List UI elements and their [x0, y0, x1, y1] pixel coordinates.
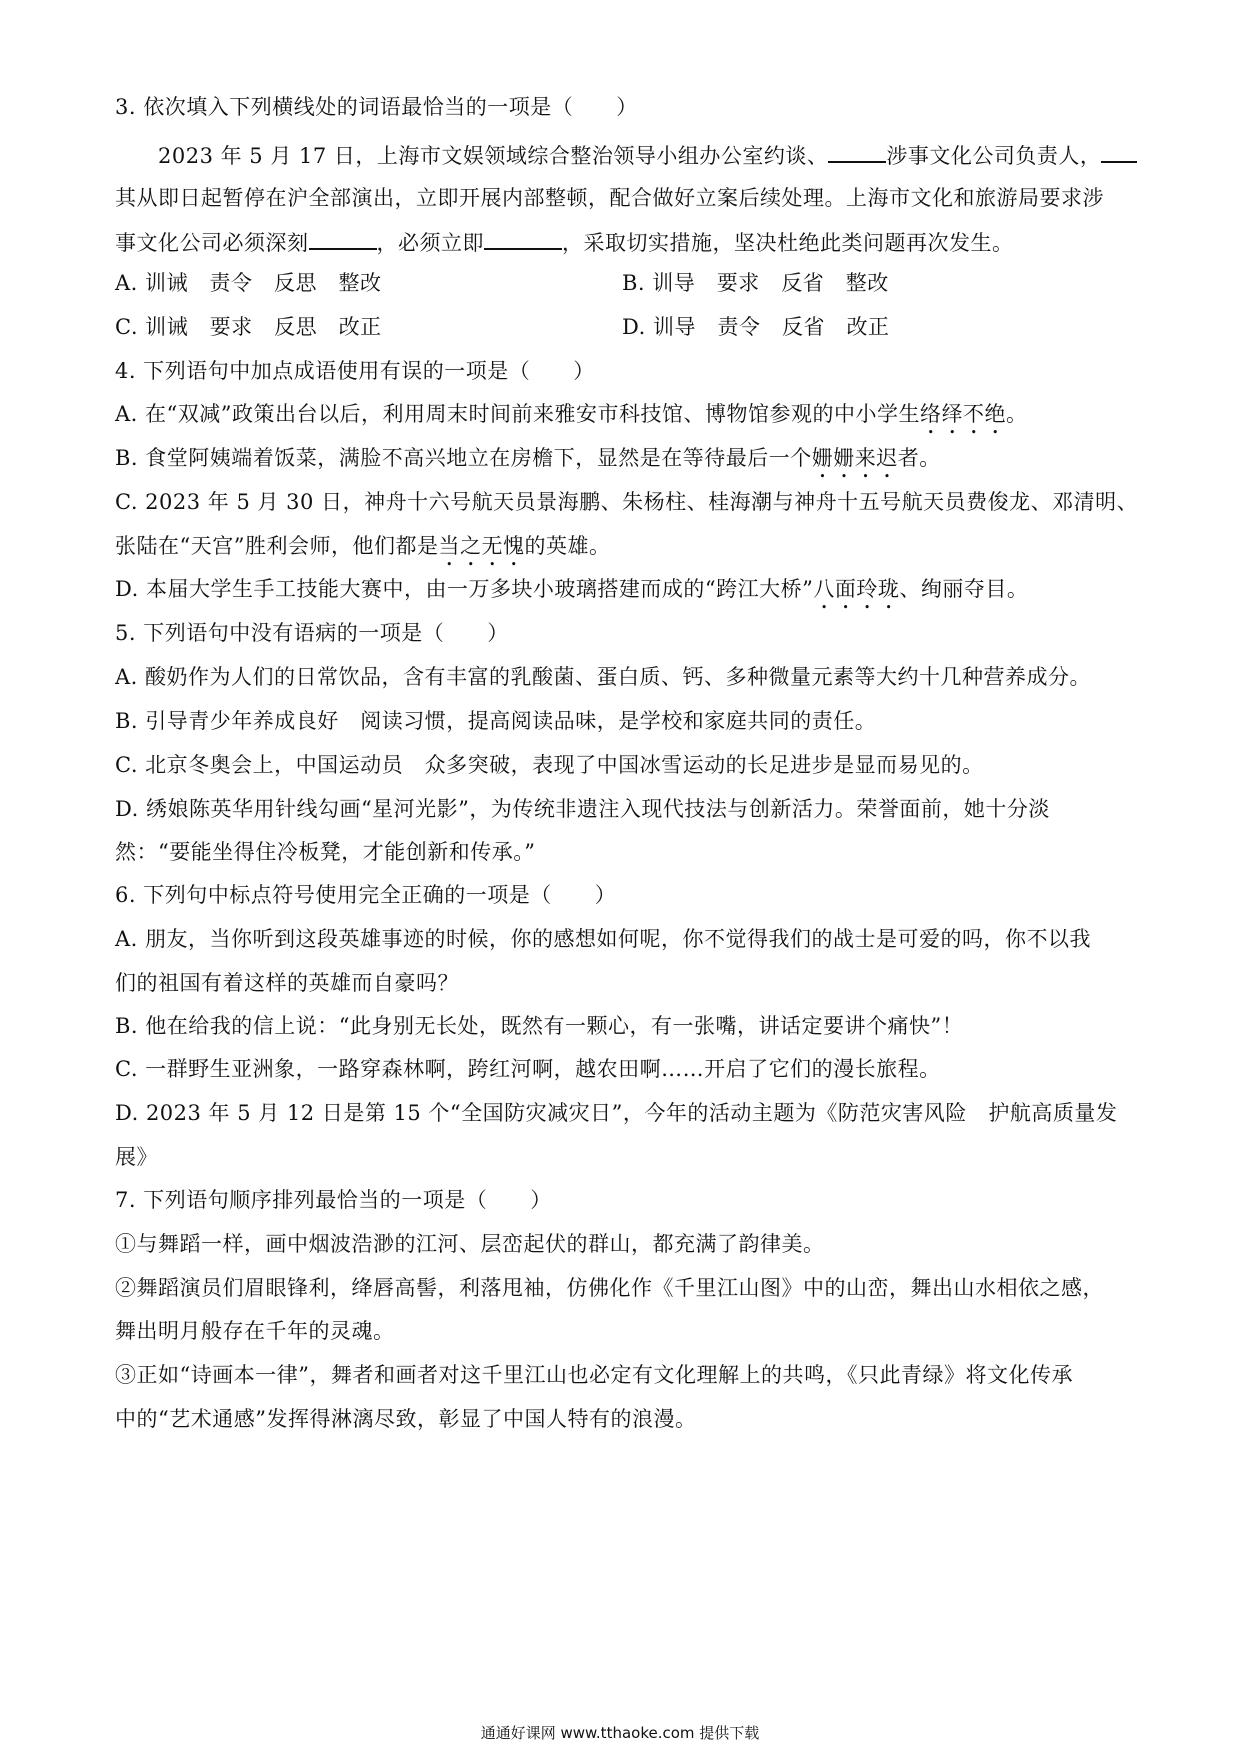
q3-passage-line-1 [158, 139, 1168, 171]
q6-option-d-line-1: D. 2023 年 5 月 12 日是第 15 个“全国防灾减灾日”，今年的活动主题为《防范灾害风险 护航高质量发 [115, 1101, 1118, 1125]
q6-option-c: C. 一群野生亚洲象，一路穿森林啊，跨红河啊，越农田啊……开启了它们的漫长旅程。 [115, 1057, 941, 1081]
q3-text-3c: ，采取切实措施，坚决杜绝此类问题再次发生。 [562, 231, 1014, 255]
q3-passage-line-3 [115, 226, 1125, 258]
q6-stem: 6. 下列句中标点符号使用完全正确的一项是（ ） [115, 883, 617, 907]
q7-sentence-3-line-1: ③正如“诗画本一律”，舞者和画者对这千里江山也必定有文化理解上的共鸣，《只此青绿》将文化传承 [115, 1363, 1073, 1387]
q3-option-c: C. 训诫 要求 反思 改正 [115, 315, 382, 339]
q4-d-text: D. 本届大学生手工技能大赛中，由一万多块小玻璃搭建而成的“跨江大桥” [115, 577, 814, 601]
q3-stem: 3. 依次填入下列横线处的词语最恰当的一项是（ ） [115, 95, 638, 119]
q7-sentence-2-line-1: ②舞蹈演员们眉眼锋利，绛唇高髻，利落甩袖，仿佛化作《千里江山图》中的山峦，舞出山水相依之感， [115, 1276, 1104, 1300]
q4-c-text: 张陆在“天宫”胜利会师，他们都是 [115, 534, 439, 558]
q4-a-end: 。 [1006, 402, 1028, 426]
q3-blank-1 [828, 139, 886, 163]
q5-option-b: B. 引导青少年养成良好 阅读习惯，提高阅读品味，是学校和家庭共同的责任。 [115, 709, 877, 733]
q3-option-d: D. 训导 责令 反省 改正 [622, 315, 890, 339]
q6-option-d-line-2: 展》 [115, 1145, 158, 1169]
q4-a-idiom: 络绎不绝 [920, 402, 1006, 426]
q5-option-d-line-2: 然：“要能坐得住冷板凳，才能创新和传承。” [115, 840, 536, 864]
q7-sentence-3-line-2: 中的“艺术通感”发挥得淋漓尽致，彰显了中国人特有的浪漫。 [115, 1407, 697, 1431]
q7-stem: 7. 下列语句顺序排列最恰当的一项是（ ） [115, 1188, 552, 1212]
q3-blank-4 [484, 226, 562, 250]
q3-text-3a: 事文化公司必须深刻 [115, 231, 309, 255]
q4-c-end: 的英雄。 [524, 534, 611, 558]
q4-option-a [115, 399, 1125, 439]
q3-option-b: B. 训导 要求 反省 整改 [622, 271, 889, 295]
q3-option-a: A. 训诫 责令 反思 整改 [115, 271, 382, 295]
q5-option-d-line-1: D. 绣娘陈英华用针线勾画“星河光影”，为传统非遗注入现代技法与创新活力。荣誉面前，她十分淡 [115, 797, 1050, 821]
q4-b-end: 者。 [897, 446, 941, 470]
q3-text-3b: ，必须立即 [376, 231, 484, 255]
q4-b-text: B. 食堂阿姨端着饭菜，满脸不高兴地立在房檐下，显然是在等待最后一个 [115, 446, 812, 470]
footer-source: 通通好课网 www.tthaoke.com 提供下载 [480, 1724, 760, 1742]
q3-blank-2 [1101, 139, 1137, 163]
q4-option-c-line-1: C. 2023 年 5 月 30 日，神舟十六号航天员景海鹏、朱杨柱、桂海潮与神舟十五号航天员费俊龙、邓清明、 [115, 490, 1139, 514]
q4-option-b [115, 443, 1125, 483]
q3-text-1a: 2023 年 5 月 17 日，上海市文娱领域综合整治领导小组办公室约谈、 [158, 144, 829, 168]
q4-option-c-line-2 [115, 531, 1125, 571]
q6-option-a-line-2: 们的祖国有着这样的英雄而自豪吗？ [115, 971, 459, 995]
q6-option-a-line-1: A. 朋友，当你听到这段英雄事迹的时候，你的感想如何呢，你不觉得我们的战士是可爱的吗，你不以我 [115, 927, 1092, 951]
q7-sentence-2-line-2: 舞出明月般存在千年的灵魂。 [115, 1319, 395, 1343]
q4-d-end: 、绚丽夺目。 [899, 577, 1029, 601]
q5-option-a: A. 酸奶作为人们的日常饮品，含有丰富的乳酸菌、蛋白质、钙、多种微量元素等大约十几种营养成分。 [115, 665, 1092, 689]
q5-option-c: C. 北京冬奥会上，中国运动员 众多突破，表现了中国冰雪运动的长足进步是显而易见的。 [115, 753, 984, 777]
q4-stem: 4. 下列语句中加点成语使用有误的一项是（ ） [115, 359, 595, 383]
q6-option-b: B. 他在给我的信上说：“此身别无长处，既然有一颗心，有一张嘴，讲话定要讲个痛快”！ [115, 1014, 964, 1038]
q4-d-idiom: 八面玲珑 [813, 577, 900, 601]
q3-passage-line-2: 其从即日起暂停在沪全部演出，立即开展内部整顿，配合做好立案后续处理。上海市文化和旅游局要求涉 [115, 186, 1104, 210]
q4-b-idiom: 姗姗来迟 [811, 446, 898, 470]
q4-a-text: A. 在“双减”政策出台以后，利用周末时间前来雅安市科技馆、博物馆参观的中小学生 [115, 402, 920, 426]
q7-sentence-1: ①与舞蹈一样，画中烟波浩渺的江河、层峦起伏的群山，都充满了韵律美。 [115, 1232, 825, 1256]
q3-text-1b: 涉事文化公司负责人， [886, 144, 1102, 168]
q5-stem: 5. 下列语句中没有语病的一项是（ ） [115, 621, 509, 645]
q4-option-d [115, 574, 1125, 614]
q4-c-idiom: 当之无愧 [438, 534, 525, 558]
q3-blank-3 [309, 226, 377, 250]
